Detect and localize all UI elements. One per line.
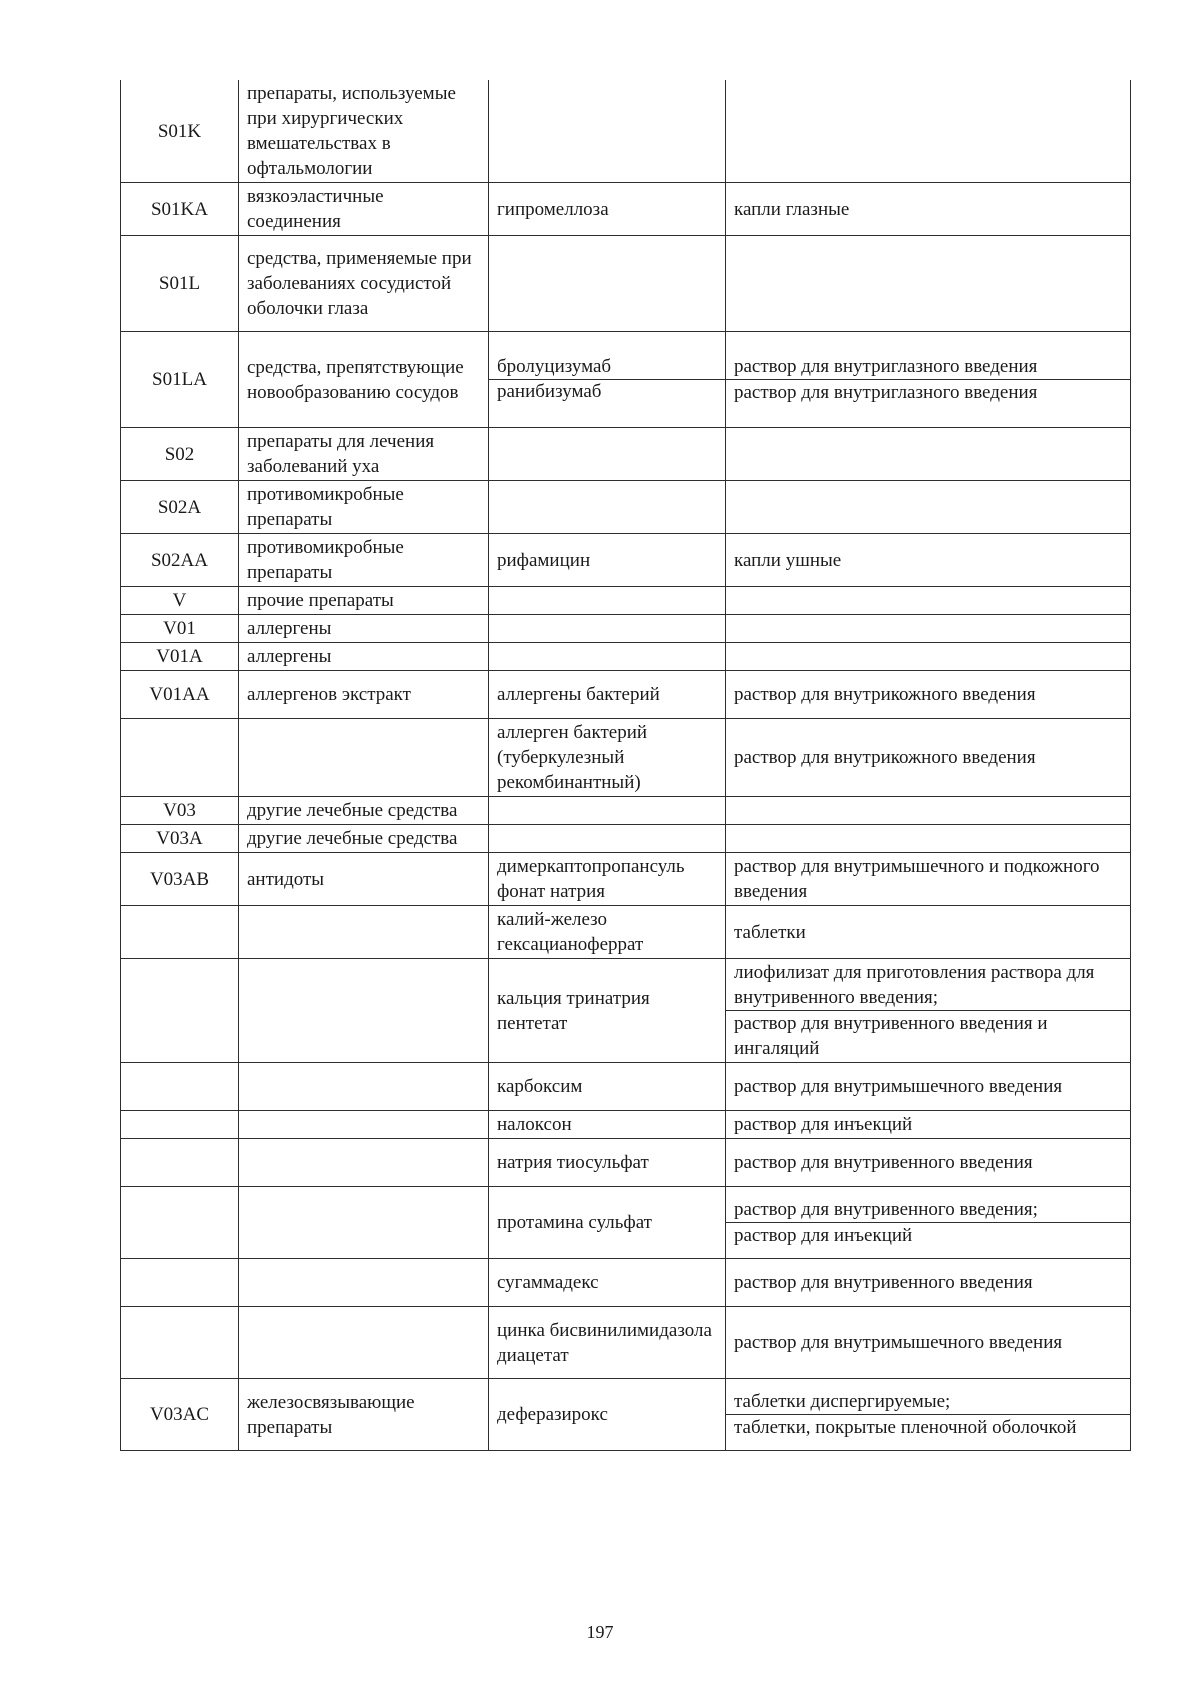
anatomical-group-cell: антидоты	[239, 853, 489, 906]
drug-name: ранибизумаб	[489, 379, 725, 404]
anatomical-group-cell	[239, 1307, 489, 1379]
atc-code-cell	[121, 1307, 239, 1379]
dosage-form: таблетки диспергируемые;	[734, 1391, 951, 1412]
dosage-form: раствор для внутримышечного введения	[734, 1076, 1063, 1097]
drug-name-cell	[489, 906, 726, 959]
dosage-form-cell	[726, 587, 1131, 615]
table-row	[121, 1379, 1131, 1451]
anatomical-group-cell: противомикробные препараты	[239, 534, 489, 587]
drug-name-cell	[489, 1111, 726, 1139]
drug-name: кальция тринатрия пентетат	[497, 987, 650, 1034]
atc-code-cell	[121, 1139, 239, 1187]
drug-name-cell	[489, 1307, 726, 1379]
table-row	[121, 1259, 1131, 1307]
table-row	[121, 797, 1131, 825]
dosage-form-cell	[726, 534, 1131, 587]
dosage-form-cell	[726, 80, 1131, 183]
anatomical-group-cell: препараты для лечения заболеваний уха	[239, 428, 489, 481]
atc-code-cell: S02A	[121, 481, 239, 534]
dosage-form: раствор для внутриглазного введения	[726, 379, 1130, 405]
dosage-form: раствор для внутривенного введения	[734, 1152, 1033, 1173]
drug-name: рифамицин	[497, 549, 591, 571]
dosage-form-cell	[726, 1139, 1131, 1187]
dosage-form-cell	[726, 853, 1131, 906]
atc-code-cell	[121, 1187, 239, 1259]
drug-name-cell	[489, 80, 726, 183]
drug-classification-table	[120, 80, 1131, 1451]
page-number: 197	[586, 1622, 614, 1642]
table-row	[121, 1307, 1131, 1379]
dosage-form: раствор для инъекций	[726, 1222, 1130, 1248]
drug-name-cell	[489, 1379, 726, 1451]
dosage-form: раствор для внутривенного введения	[734, 1272, 1033, 1293]
atc-code-cell	[121, 1111, 239, 1139]
dosage-form-cell	[726, 332, 1131, 428]
table-row	[121, 481, 1131, 534]
table-row	[121, 236, 1131, 332]
anatomical-group-cell: аллергенов экстракт	[239, 671, 489, 719]
dosage-form-cell	[726, 1259, 1131, 1307]
drug-name-cell	[489, 236, 726, 332]
dosage-form: лиофилизат для приготовления раствора для внутривенного введения;	[734, 962, 1095, 1008]
table-row	[121, 1187, 1131, 1259]
dosage-form-cell	[726, 959, 1131, 1063]
drug-name: налоксон	[497, 1114, 572, 1135]
drug-name-cell	[489, 719, 726, 797]
atc-code-cell: S01LA	[121, 332, 239, 428]
dosage-form-cell	[726, 183, 1131, 236]
anatomical-group-cell: другие лечебные средства	[239, 797, 489, 825]
atc-code-cell: V01A	[121, 643, 239, 671]
dosage-form-cell	[726, 236, 1131, 332]
table-row	[121, 671, 1131, 719]
anatomical-group-cell: другие лечебные средства	[239, 825, 489, 853]
dosage-form-cell	[726, 615, 1131, 643]
drug-name-cell	[489, 797, 726, 825]
drug-name-cell	[489, 671, 726, 719]
dosage-form: раствор для внутриглазного введения	[734, 356, 1038, 377]
drug-name: цинка бисвинилимидазола диацетат	[497, 1319, 712, 1366]
anatomical-group-cell: прочие препараты	[239, 587, 489, 615]
drug-name-cell	[489, 959, 726, 1063]
drug-name-cell	[489, 1063, 726, 1111]
anatomical-group-cell	[239, 1111, 489, 1139]
table-row	[121, 853, 1131, 906]
drug-name-cell	[489, 534, 726, 587]
drug-name-cell	[489, 1187, 726, 1259]
anatomical-group-cell	[239, 1187, 489, 1259]
drug-name-cell	[489, 587, 726, 615]
atc-code-cell	[121, 719, 239, 797]
anatomical-group-cell	[239, 906, 489, 959]
anatomical-group-cell	[239, 1259, 489, 1307]
drug-name-cell	[489, 428, 726, 481]
drug-name-cell	[489, 481, 726, 534]
table-row	[121, 534, 1131, 587]
dosage-form-cell	[726, 481, 1131, 534]
atc-code-cell	[121, 1063, 239, 1111]
dosage-form-cell	[726, 1111, 1131, 1139]
drug-name-cell	[489, 853, 726, 906]
drug-name: аллерген бактерий (туберкулезный рекомбинантный)	[497, 722, 648, 793]
dosage-form: капли ушные	[734, 549, 842, 571]
atc-code-cell: S01KA	[121, 183, 239, 236]
anatomical-group-cell	[239, 719, 489, 797]
atc-code-cell: S02	[121, 428, 239, 481]
atc-code-cell: V01	[121, 615, 239, 643]
table-row	[121, 643, 1131, 671]
drug-name: димеркаптопропансуль фонат натрия	[497, 856, 685, 902]
atc-code-cell: S01K	[121, 80, 239, 183]
dosage-form-cell	[726, 825, 1131, 853]
drug-name: протамина сульфат	[497, 1212, 652, 1233]
dosage-form-cell	[726, 671, 1131, 719]
anatomical-group-cell: аллергены	[239, 643, 489, 671]
anatomical-group-cell: средства, препятствующие новообразованию сосудов	[239, 332, 489, 428]
drug-name-cell	[489, 825, 726, 853]
dosage-form: раствор для внутримышечного введения	[734, 1332, 1063, 1353]
drug-name: сугаммадекс	[497, 1272, 599, 1293]
anatomical-group-cell: железосвязывающие препараты	[239, 1379, 489, 1451]
dosage-form-cell	[726, 719, 1131, 797]
anatomical-group-cell	[239, 1063, 489, 1111]
atc-code-cell	[121, 959, 239, 1063]
anatomical-group-cell: препараты, используемые при хирургических вмешательствах в офтальмологии	[239, 80, 489, 183]
dosage-form-cell	[726, 1063, 1131, 1111]
drug-name: карбоксим	[497, 1076, 583, 1097]
dosage-form-cell	[726, 643, 1131, 671]
atc-code-cell	[121, 906, 239, 959]
atc-code-cell: V	[121, 587, 239, 615]
drug-name-cell	[489, 643, 726, 671]
drug-name: гипромеллоза	[497, 198, 609, 220]
anatomical-group-cell: вязкоэластичные соединения	[239, 183, 489, 236]
dosage-form: раствор для инъекций	[734, 1114, 913, 1135]
atc-code-cell: S02AA	[121, 534, 239, 587]
dosage-form: раствор для внутрикожного введения	[734, 684, 1036, 705]
table-row	[121, 332, 1131, 428]
dosage-form: таблетки, покрытые пленочной оболочкой	[726, 1414, 1130, 1440]
anatomical-group-cell: средства, применяемые при заболеваниях сосудистой оболочки глаза	[239, 236, 489, 332]
anatomical-group-cell	[239, 1139, 489, 1187]
drug-name-cell	[489, 615, 726, 643]
table-row	[121, 428, 1131, 481]
dosage-form: капли глазные	[734, 198, 850, 220]
table-row	[121, 719, 1131, 797]
drug-name-cell	[489, 332, 726, 428]
dosage-form: раствор для внутримышечного и подкожного введения	[734, 856, 1100, 902]
dosage-form: таблетки	[734, 921, 806, 943]
atc-code-cell: V01AA	[121, 671, 239, 719]
table-row	[121, 80, 1131, 183]
atc-code-cell: V03AC	[121, 1379, 239, 1451]
dosage-form: раствор для внутривенного введения и ингаляций	[726, 1010, 1130, 1061]
table-row	[121, 825, 1131, 853]
dosage-form: раствор для внутривенного введения;	[734, 1199, 1038, 1220]
drug-name: бролуцизумаб	[497, 356, 612, 377]
table-row	[121, 183, 1131, 236]
atc-code-cell: S01L	[121, 236, 239, 332]
drug-name: калий-железо гексацианоферрат	[497, 909, 644, 955]
dosage-form: раствор для внутрикожного введения	[734, 747, 1036, 768]
anatomical-group-cell: аллергены	[239, 615, 489, 643]
drug-name: аллергены бактерий	[497, 684, 660, 705]
dosage-form-cell	[726, 428, 1131, 481]
atc-code-cell: V03	[121, 797, 239, 825]
drug-name-cell	[489, 183, 726, 236]
atc-code-cell: V03AB	[121, 853, 239, 906]
table-row	[121, 906, 1131, 959]
dosage-form-cell	[726, 797, 1131, 825]
drug-name-cell	[489, 1139, 726, 1187]
drug-name: деферазирокс	[497, 1404, 608, 1425]
anatomical-group-cell: противомикробные препараты	[239, 481, 489, 534]
table-row	[121, 959, 1131, 1063]
table-row	[121, 1139, 1131, 1187]
anatomical-group-cell	[239, 959, 489, 1063]
table-row	[121, 587, 1131, 615]
table-row	[121, 1111, 1131, 1139]
atc-code-cell	[121, 1259, 239, 1307]
atc-code-cell: V03A	[121, 825, 239, 853]
dosage-form-cell	[726, 1187, 1131, 1259]
dosage-form-cell	[726, 906, 1131, 959]
drug-name: натрия тиосульфат	[497, 1152, 649, 1173]
dosage-form-cell	[726, 1379, 1131, 1451]
drug-name-cell	[489, 1259, 726, 1307]
dosage-form-cell	[726, 1307, 1131, 1379]
table-row	[121, 1063, 1131, 1111]
table-row	[121, 615, 1131, 643]
